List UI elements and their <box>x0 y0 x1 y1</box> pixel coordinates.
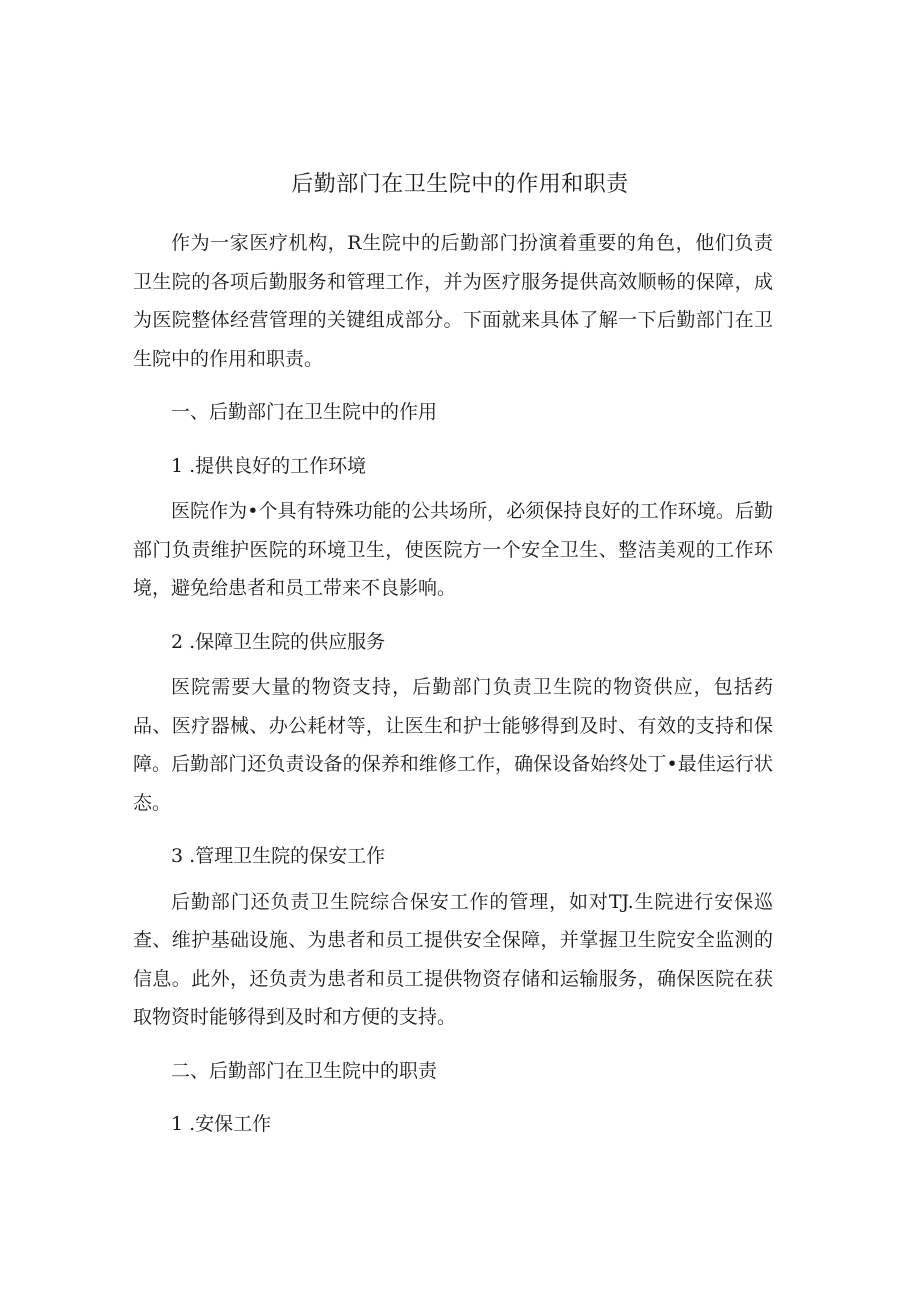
subsection-1-2-heading: 2 .保障卫生院的供应服务 <box>171 630 386 653</box>
subsection-1-3-heading: 3 .管理卫生院的保安工作 <box>171 845 386 867</box>
subsection-2-1-heading: 1 .安保工作 <box>171 1113 272 1135</box>
document-title: 后勤部门在卫生院中的作用和职责 <box>291 172 629 197</box>
section-1-heading: 一、后勤部门在卫生院中的作用 <box>171 401 438 423</box>
subsection-1-3-body: 后勤部门还负责卫生院综合保安工作的管理，如对TJ.生院进行安保巡查、维护基础设施、为患者和员工提供安全保障，并掌握卫生院安全监测的信息。此外，还负责为患者和员工提供物资存储和运输服务，确保医院在获取物资时能够得到及时和方便的支持。 <box>133 890 773 1028</box>
subsection-1-1-heading: 1 .提供良好的工作环境 <box>171 454 367 477</box>
intro-paragraph: 作为一家医疗机构，R生院中的后勤部门扮演着重要的角色，他们负责卫生院的各项后勤服务和管理工作，并为医疗服务提供高效顺畅的保障，成为医院整体经营管理的关键组成部分。下面就来具体了解一下后勤部门在卫生院中的作用和职责。 <box>133 232 773 370</box>
subsection-1-1-body: 医院作为•个具有特殊功能的公共场所，必须保持良好的工作环境。后勤部门负责维护医院的环境卫生，使医院方一个安全卫生、整洁美观的工作环境，避免给患者和员工带来不良影响。 <box>133 500 773 599</box>
section-2-heading: 二、后勤部门在卫生院中的职责 <box>171 1059 438 1082</box>
document-body <box>133 224 773 1151</box>
subsection-1-2-body: 医院需要大量的物资支持，后勤部门负责卫生院的物资供应，包括药品、医疗器械、办公耗材等，让医生和护士能够得到及时、有效的支持和保障。后勤部门还负责设备的保养和维修工作，确保设备始终处丁•最佳运行状态。 <box>133 676 773 814</box>
